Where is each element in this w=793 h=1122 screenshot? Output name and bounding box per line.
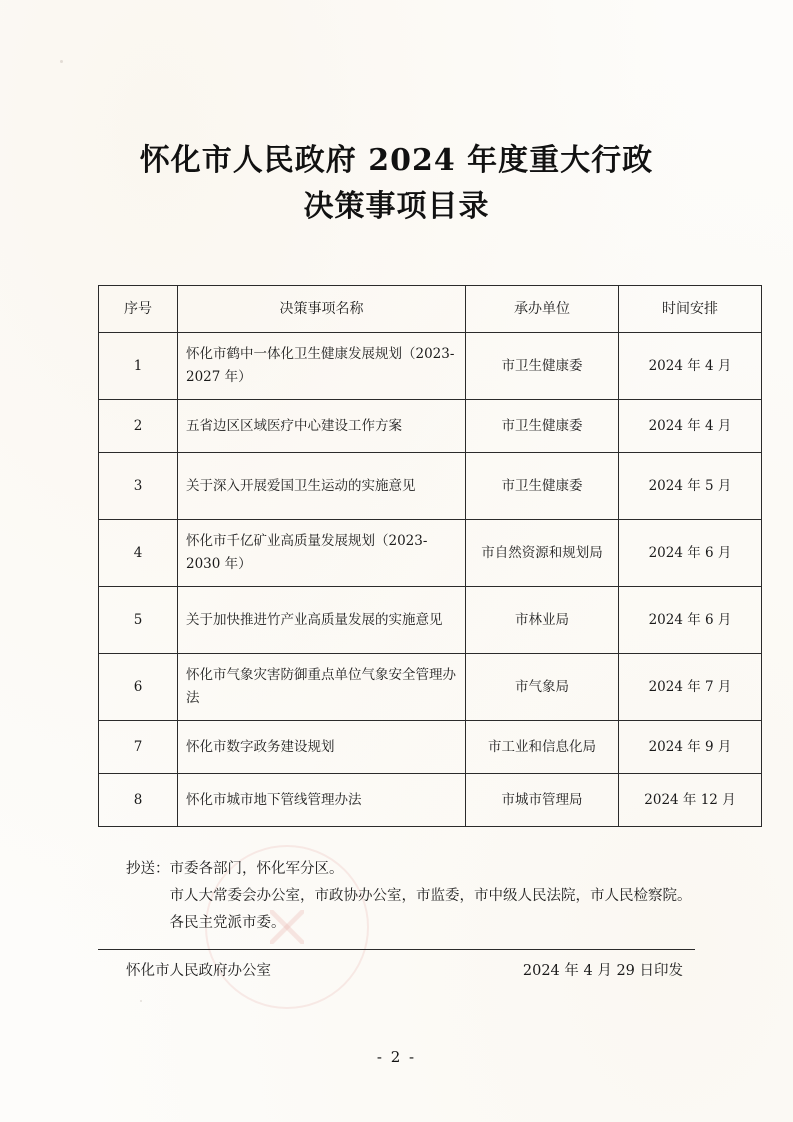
scan-speck: [140, 1000, 142, 1002]
cell-unit: 市卫生健康委: [466, 400, 619, 453]
footer-issuer: 怀化市人民政府办公室: [126, 963, 271, 979]
cc-body: [170, 856, 696, 937]
cell-time: 2024 年 4 月: [619, 333, 762, 400]
cell-no: 7: [99, 721, 178, 774]
cell-no: 1: [99, 333, 178, 400]
cell-unit: 市气象局: [466, 654, 619, 721]
cell-time: 2024 年 5 月: [619, 453, 762, 520]
table-row: [99, 453, 762, 520]
table-body: [99, 333, 762, 827]
decision-items-table: [98, 285, 762, 827]
column-header-no: 序号: [99, 286, 178, 333]
table-row: [99, 520, 762, 587]
cell-unit: 市卫生健康委: [466, 453, 619, 520]
cell-time: 2024 年 4 月: [619, 400, 762, 453]
cell-name: 怀化市气象灾害防御重点单位气象安全管理办法: [178, 654, 466, 721]
cell-no: 6: [99, 654, 178, 721]
cell-no: 4: [99, 520, 178, 587]
column-header-name: 决策事项名称: [178, 286, 466, 333]
cc-line: 各民主党派市委。: [169, 915, 286, 931]
table-row: [99, 587, 762, 654]
table-row: [99, 400, 762, 453]
cell-name: 怀化市千亿矿业高质量发展规划（2023-2030 年）: [178, 520, 466, 587]
cell-no: 8: [99, 774, 178, 827]
scan-speck: [60, 60, 63, 63]
footer-block: [98, 856, 695, 984]
table-header-row: [99, 286, 762, 333]
cc-distribution: [98, 856, 695, 943]
cell-name: 怀化市数字政务建设规划: [178, 721, 466, 774]
title-line-2: 决策事项目录: [303, 189, 490, 224]
cell-time: 2024 年 6 月: [619, 587, 762, 654]
cell-unit: 市自然资源和规划局: [466, 520, 619, 587]
cell-unit: 市卫生健康委: [466, 333, 619, 400]
cc-line: 市人大常委会办公室，市政协办公室，市监委，市中级人民法院，市人民检察院。: [169, 888, 692, 904]
cell-name: 五省边区区域医疗中心建设工作方案: [178, 400, 466, 453]
cell-no: 5: [99, 587, 178, 654]
cc-line: 市委各部门，怀化军分区。: [169, 861, 344, 877]
cell-name: 关于深入开展爱国卫生运动的实施意见: [178, 453, 466, 520]
column-header-time: 时间安排: [619, 286, 762, 333]
cell-name: 怀化市鹤中一体化卫生健康发展规划（2023-2027 年）: [178, 333, 466, 400]
cell-unit: 市林业局: [466, 587, 619, 654]
footer-issuer-line: [98, 950, 695, 984]
footer-issue-date: 2024 年 4 月 29 日印发: [522, 963, 683, 979]
cell-no: 2: [99, 400, 178, 453]
table-row: [99, 333, 762, 400]
page-title: [0, 138, 793, 230]
cell-time: 2024 年 7 月: [619, 654, 762, 721]
cell-time: 2024 年 9 月: [619, 721, 762, 774]
table-row: [99, 654, 762, 721]
cell-no: 3: [99, 453, 178, 520]
table-row: [99, 721, 762, 774]
cell-time: 2024 年 6 月: [619, 520, 762, 587]
cell-unit: 市工业和信息化局: [466, 721, 619, 774]
title-line-1: 怀化市人民政府 2024 年度重大行政: [139, 143, 654, 178]
column-header-unit: 承办单位: [466, 286, 619, 333]
cell-name: 怀化市城市地下管线管理办法: [178, 774, 466, 827]
cell-time: 2024 年 12 月: [619, 774, 762, 827]
page-number: - 2 -: [376, 1048, 417, 1066]
cell-name: 关于加快推进竹产业高质量发展的实施意见: [178, 587, 466, 654]
table-row: [99, 774, 762, 827]
cc-label: 抄送：: [126, 861, 170, 877]
cell-unit: 市城市管理局: [466, 774, 619, 827]
